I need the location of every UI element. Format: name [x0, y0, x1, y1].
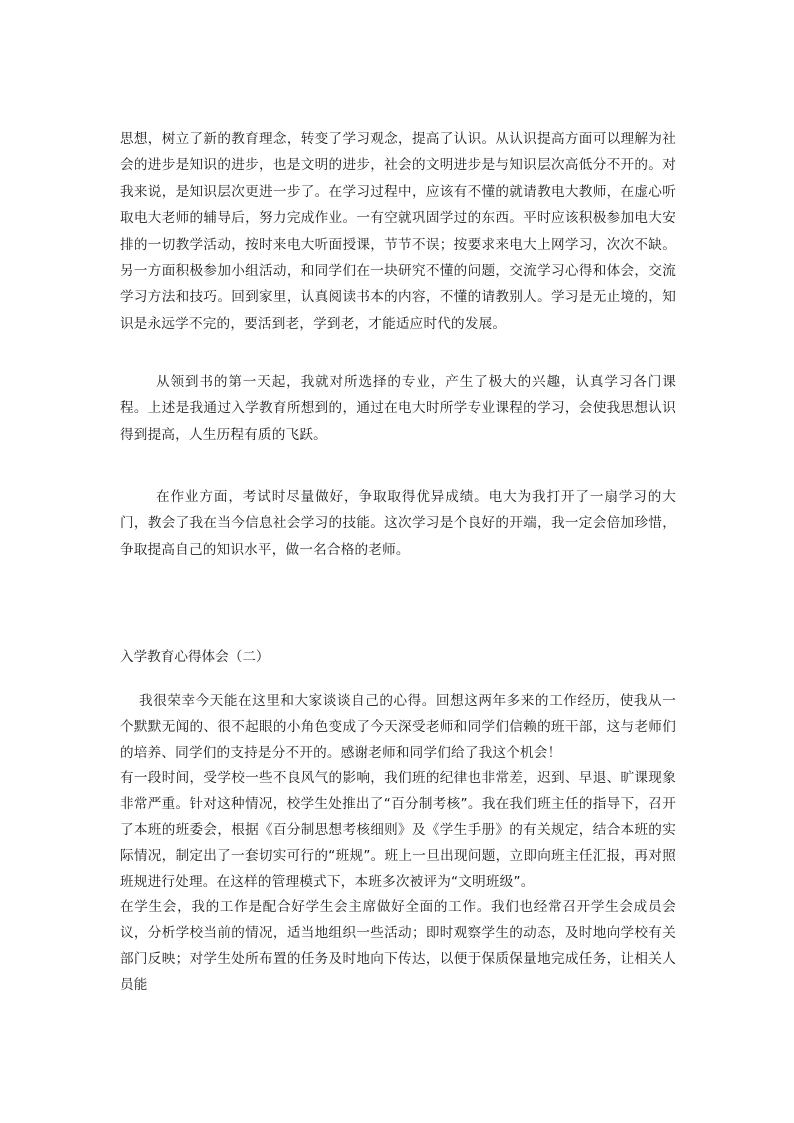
body-paragraph: 有一段时间，受学校一些不良风气的影响，我们班的纪律也非常差，迟到、早退、旷课现象非常严重。针对这种情况，校学生处推出了“百分制考核”。我在我们班主任的指导下，召开了本班的班委会，根据《百分制思想考核细则》及《学生手册》的有关规定，结合本班的实际情况，制定出了一套切实可行的“班规”。班上一旦出现问题，立即向班主任汇报，再对照班规进行处理。在这样的管理模式下，本班多次被评为“文明班级”。	[120, 770, 676, 890]
body-paragraph: 思想，树立了新的教育理念，转变了学习观念，提高了认识。从认识提高方面可以理解为社会的进步是知识的进步，也是文明的进步，社会的文明进步是与知识层次高低分不开的。对我来说，是知识层次更进一步了。在学习过程中，应该有不懂的就请教电大教师，在虚心听取电大老师的辅导后，努力完成作业。一有空就巩固学过的东西。平时应该积极参加电大安排的一切教学活动，按时来电大听面授课，节节不误；按要求来电大上网学习，次次不缺。另一方面积极参加小组活动，和同学们在一块研究不懂的问题，交流学习心得和体会，交流学习方法和技巧。回到家里，认真阅读书本的内容，不懂的请教别人。学习是无止境的，知识是永远学不完的，要活到老，学到老，才能适应时代的发展。	[120, 131, 676, 332]
section-body	[120, 689, 676, 999]
body-paragraph: 在作业方面，考试时尽量做好，争取取得优异成绩。电大为我打开了一扇学习的大门，教会了我在当今信息社会学习的技能。这次学习是个良好的开端，我一定会倍加珍惜，争取提高自己的知识水平，做一名合格的老师。	[120, 489, 676, 558]
body-paragraph: 我很荣幸今天能在这里和大家谈谈自己的心得。回想这两年多来的工作经历，使我从一个默默无闻的、很不起眼的小角色变成了今天深受老师和同学们信赖的班干部，这与老师们的培养、同学们的支持是分不开的。感谢老师和同学们给了我这个机会！	[120, 693, 676, 761]
section-heading: 入学教育心得体会（二）	[120, 649, 270, 665]
body-paragraph: 从领到书的第一天起，我就对所选择的专业，产生了极大的兴趣，认真学习各门课程。上述是我通过入学教育所想到的，通过在电大时所学专业课程的学习，会使我思想认识得到提高，人生历程有质的飞跃。	[120, 374, 676, 443]
body-paragraph: 在学生会，我的工作是配合好学生会主席做好全面的工作。我们也经常召开学生会成员会议，分析学校当前的情况，适当地组织一些活动；即时观察学生的动态，及时地向学校有关部门反映；对学生处所布置的任务及时地向下传达，以便于保质保量地完成任务，让相关人员能	[120, 899, 676, 993]
